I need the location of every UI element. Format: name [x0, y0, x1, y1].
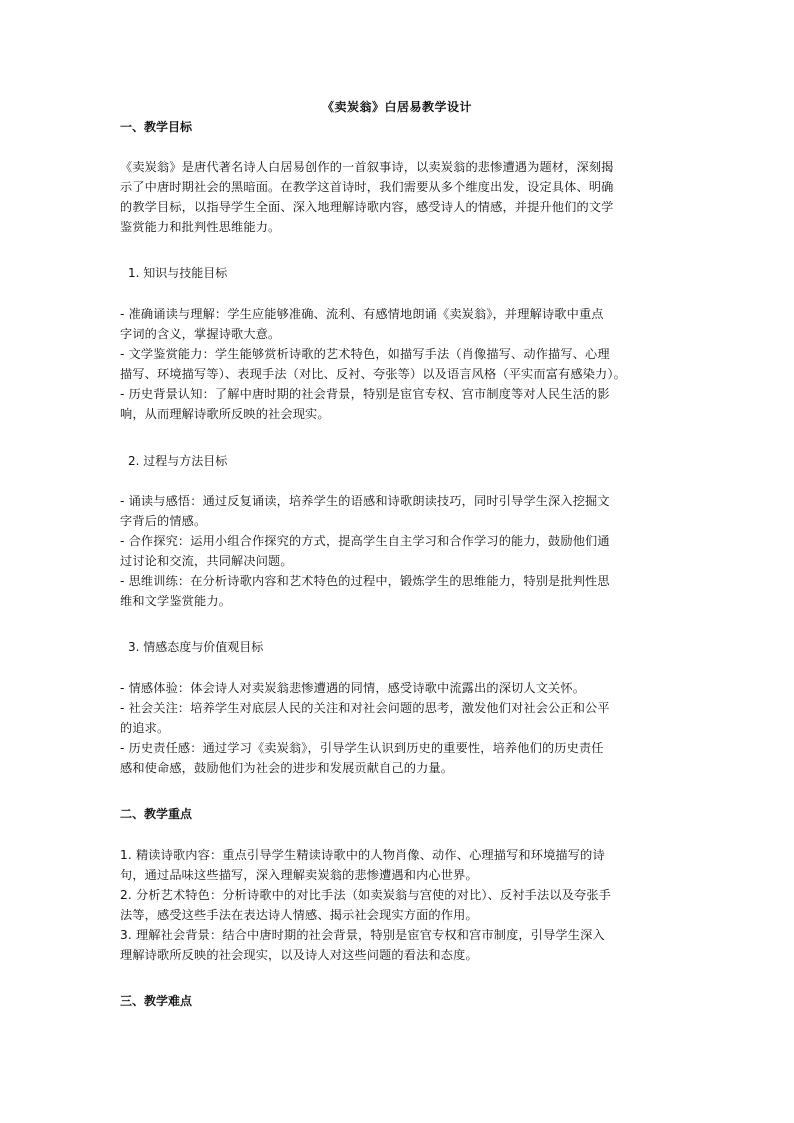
text-line: 响，从而理解诗歌所反映的社会现实。: [120, 407, 330, 421]
text-line: 示了中唐时期社会的黑暗面。在教学这首诗时，我们需要从多个维度出发，设定具体、明确: [120, 180, 614, 194]
text-line: - 准确诵读与理解：学生应能够准确、流利、有感情地朗诵《卖炭翁》，并理解诗歌中重点: [120, 307, 604, 321]
section-heading-teaching-focus: 二、教学重点: [120, 807, 193, 821]
text-line: - 历史责任感：通过学习《卖炭翁》，引导学生认识到历史的重要性，培养他们的历史责任: [120, 741, 604, 755]
text-line: 的教学目标，以指导学生全面、深入地理解诗歌内容，感受诗人的情感，并提升他们的文学: [120, 200, 614, 214]
subsection-paragraph-process-method: [120, 491, 690, 611]
text-line: 3. 理解社会背景：结合中唐时期的社会背景，特别是宦官专权和宫市制度，引导学生深入: [120, 928, 605, 942]
text-line: 句，通过品味这些描写，深入理解卖炭翁的悲惨遭遇和内心世界。: [120, 868, 478, 882]
text-line: 字背后的情感。: [120, 514, 207, 528]
text-line: 法等，感受这些手法在表达诗人情感、揭示社会现实方面的作用。: [120, 908, 478, 922]
text-line: 理解诗歌所反映的社会现实，以及诗人对这些问题的看法和态度。: [120, 948, 478, 962]
subsection-paragraph-emotion-values: [120, 678, 690, 778]
text-line: 维和文学鉴赏能力。: [120, 594, 232, 608]
text-line: 鉴赏能力和批判性思维能力。: [120, 220, 281, 234]
text-line: - 合作探究：运用小组合作探究的方式，提高学生自主学习和合作学习的能力，鼓励他们通: [120, 534, 610, 548]
text-line: 《卖炭翁》是唐代著名诗人白居易创作的一首叙事诗，以卖炭翁的悲惨遭遇为题材，深刻揭: [120, 160, 614, 174]
text-line: 2. 分析艺术特色：分析诗歌中的对比手法（如卖炭翁与宫使的对比）、反衬手法以及夸张手: [120, 888, 612, 902]
subsection-heading-emotion-values: 3. 情感态度与价值观目标: [128, 640, 264, 654]
text-line: 描写、环境描写等）、表现手法（对比、反衬、夸张等）以及语言风格（平实而富有感染力）。: [120, 367, 626, 381]
section-heading-teaching-difficulty: 三、教学难点: [120, 994, 193, 1008]
text-line: - 诵读与感悟：通过反复诵读，培养学生的语感和诗歌朗读技巧，同时引导学生深入挖掘文: [120, 494, 610, 508]
text-line: - 文学鉴赏能力：学生能够赏析诗歌的艺术特色，如描写手法（肖像描写、动作描写、心理: [120, 347, 610, 361]
text-line: 的追求。: [120, 721, 170, 735]
text-line: - 情感体验：体会诗人对卖炭翁悲惨遭遇的同情，感受诗歌中流露出的深切人文关怀。: [120, 681, 586, 695]
subsection-heading-knowledge-skills: 1. 知识与技能目标: [128, 266, 228, 280]
section-heading-teaching-goals: 一、教学目标: [120, 120, 193, 134]
text-line: - 社会关注：培养学生对底层人民的关注和对社会问题的思考，激发他们对社会公正和公平: [120, 701, 610, 715]
section-paragraph-teaching-focus: [120, 845, 690, 965]
text-line: 过讨论和交流，共同解决问题。: [120, 554, 293, 568]
text-line: - 思维训练：在分析诗歌内容和艺术特色的过程中，锻炼学生的思维能力，特别是批判性思: [120, 574, 610, 588]
document-title: 《卖炭翁》白居易教学设计: [321, 100, 472, 114]
text-line: - 历史背景认知：了解中唐时期的社会背景，特别是宦官专权、宫市制度等对人民生活的影: [120, 387, 610, 401]
text-line: 感和使命感，鼓励他们为社会的进步和发展贡献自己的力量。: [120, 761, 454, 775]
text-line: 1. 精读诗歌内容：重点引导学生精读诗歌中的人物肖像、动作、心理描写和环境描写的诗: [120, 848, 605, 862]
text-line: 字词的含义，掌握诗歌大意。: [120, 327, 281, 341]
subsection-paragraph-knowledge-skills: [120, 304, 690, 424]
section-intro-paragraph: [120, 157, 690, 237]
subsection-heading-process-method: 2. 过程与方法目标: [128, 454, 228, 468]
